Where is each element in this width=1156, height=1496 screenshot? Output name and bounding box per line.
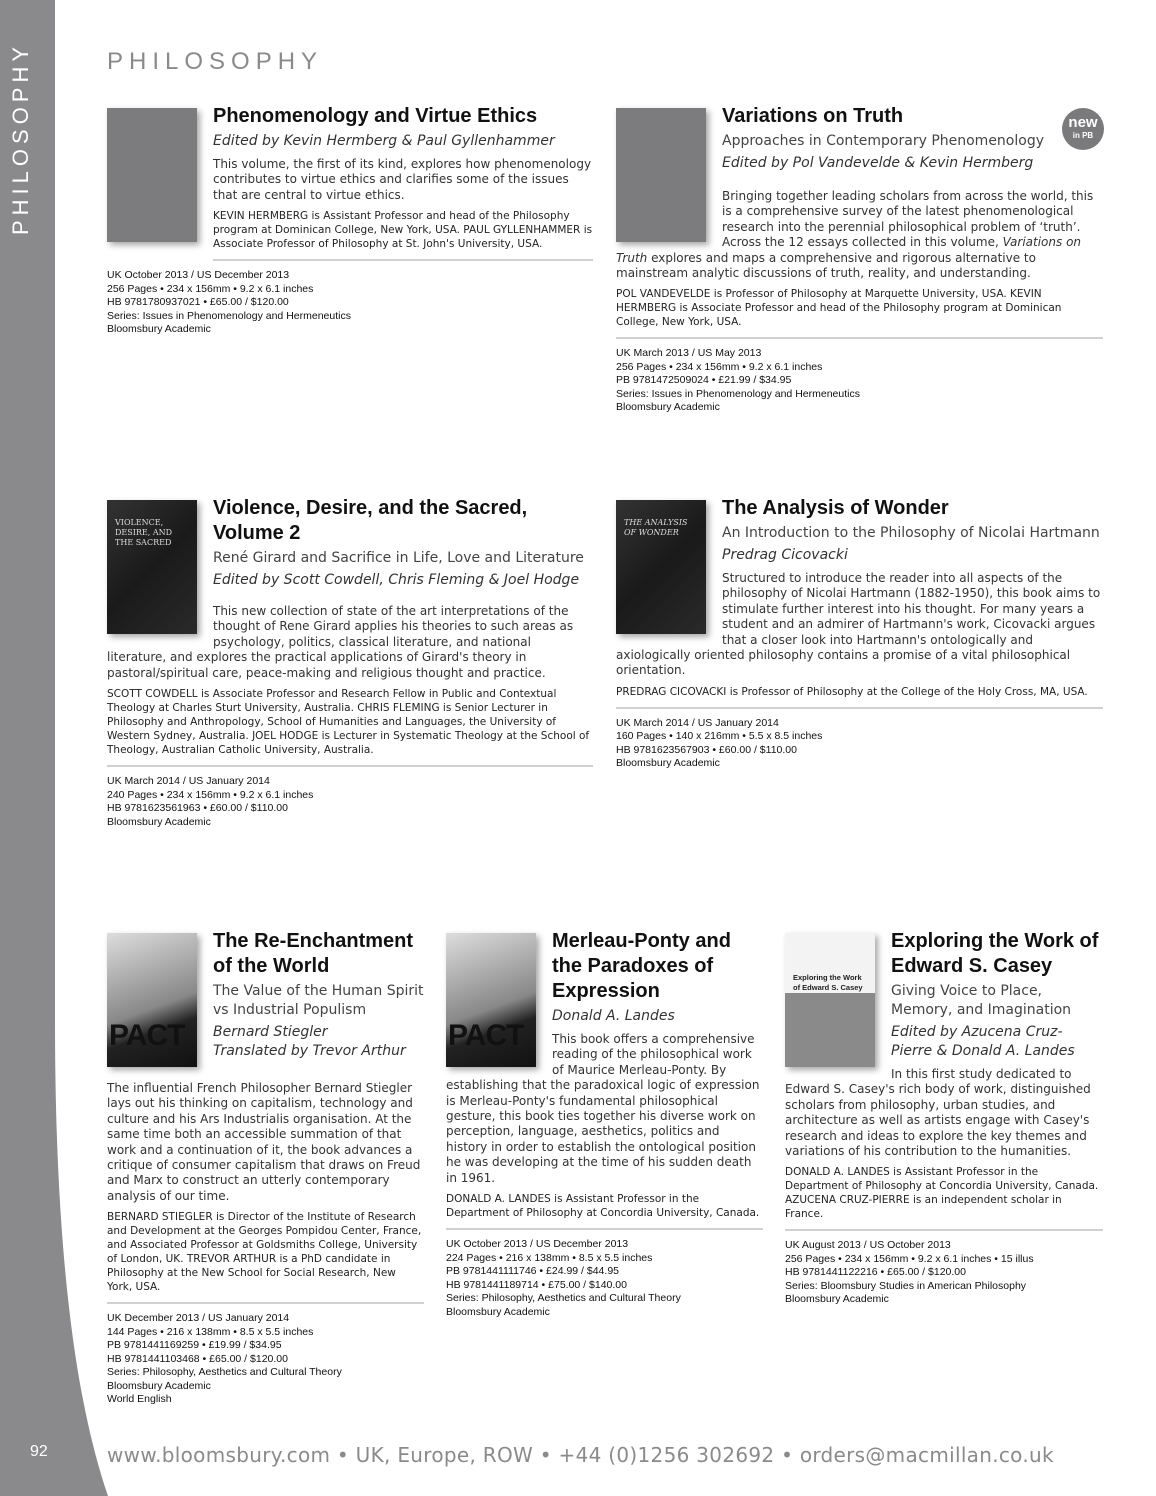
book-author: Edited by Azucena Cruz-Pierre & Donald A. Landes <box>891 1024 1075 1059</box>
divider <box>107 765 593 767</box>
book-meta <box>785 1239 1103 1307</box>
book-entry <box>446 930 763 1319</box>
meta-line: Bloomsbury Academic <box>616 401 720 414</box>
author-bio: POL VANDEVELDE is Professor of Philosophy at Marquette University, USA. KEVIN HERMBERG is Associate Professor and head of the Philosophy program at Dominican College, New York, USA. <box>616 288 1062 329</box>
meta-line: Bloomsbury Academic <box>785 1293 889 1306</box>
book-cover <box>785 933 875 1067</box>
book-subtitle: René Girard and Sacrifice in Life, Love and Literature <box>213 550 584 566</box>
book-meta <box>446 1238 763 1319</box>
book-author: Bernard Stiegler <box>213 1024 328 1040</box>
divider <box>107 1302 424 1304</box>
book-subtitle: Approaches in Contemporary Phenomenology <box>722 133 1044 149</box>
footer-contact: www.bloomsbury.com • UK, Europe, ROW • +44 (0)1256 302692 • orders@macmillan.co.uk <box>107 1443 1054 1467</box>
book-meta <box>616 347 1103 415</box>
meta-line: UK October 2013 / US December 2013 <box>107 269 290 282</box>
book-title: The Re-Enchantment of the World <box>213 930 414 977</box>
meta-line: Bloomsbury Academic <box>107 815 211 828</box>
book-author: Edited by Kevin Hermberg & Paul Gyllenhammer <box>213 133 555 149</box>
book-title: The Analysis of Wonder <box>722 497 949 519</box>
cover-title: VIOLENCE, DESIRE, AND THE SACRED <box>115 518 173 547</box>
meta-line: UK March 2013 / US May 2013 <box>616 347 762 360</box>
book-title: Violence, Desire, and the Sacred, Volume 2 <box>213 497 528 544</box>
book-cover <box>107 108 197 242</box>
meta-line: UK December 2013 / US January 2014 <box>107 1312 290 1325</box>
meta-line: World English <box>107 1393 172 1406</box>
cover-title: THE ANALYSIS OF WONDER <box>624 518 688 537</box>
book-cover <box>616 108 706 242</box>
book-subtitle: Giving Voice to Place, Memory, and Imagination <box>891 983 1072 1018</box>
meta-line: HB 9781623561963 • £60.00 / $110.00 <box>107 802 288 815</box>
meta-line: Series: Issues in Phenomenology and Hermeneutics <box>107 309 351 322</box>
book-cover <box>107 933 197 1067</box>
meta-line: PB 9781472509024 • £21.99 / $34.95 <box>616 374 792 387</box>
badge-line1: new <box>1068 114 1098 131</box>
book-subtitle: The Value of the Human Spirit vs Industrial Populism <box>213 983 424 1018</box>
divider <box>446 1228 763 1230</box>
book-meta <box>616 717 1103 771</box>
description-text: explores and maps a comprehensive and rigorous alternative to mainstream analytic discussions of truth, reality, and understanding. <box>616 250 1036 281</box>
book-entry <box>107 930 424 1407</box>
sidebar-section-label: PHILOSOPHY <box>8 41 33 235</box>
meta-line: PB 9781441169259 • £19.99 / $34.95 <box>107 1339 282 1352</box>
meta-line: HB 9781780937021 • £65.00 / $120.00 <box>107 296 289 309</box>
book-entry <box>107 105 593 337</box>
book-entry <box>107 497 593 829</box>
book-author: Predrag Cicovacki <box>722 547 848 563</box>
book-translator: Translated by Trevor Arthur <box>213 1043 406 1059</box>
book-description: This new collection of state of the art interpretations of the thought of Rene Girard applies his theories to such areas as psychology, politics, classical literature, and national literature, and explores the practical applications of Girard's theory in pastoral/spiritual care, peace-making and religious thought and practice. <box>107 604 574 680</box>
meta-line: Series: Issues in Phenomenology and Hermeneutics <box>616 387 860 400</box>
book-meta <box>107 1312 424 1407</box>
page-number: 92 <box>30 1443 48 1460</box>
description-italic-title: Variations on Truth <box>616 235 1082 265</box>
meta-line: 256 Pages • 234 x 156mm • 9.2 x 6.1 inches <box>107 282 314 295</box>
cover-series-logo: PACT <box>448 1019 524 1052</box>
book-title: Exploring the Work of Edward S. Casey <box>891 930 1099 977</box>
divider <box>213 259 593 261</box>
author-bio: KEVIN HERMBERG is Assistant Professor and head of the Philosophy program at Dominican College, New York, USA. PAUL GYLLENHAMMER is Associate Professor of Philosophy at St. John's University, USA. <box>213 210 593 251</box>
book-entry <box>616 105 1103 415</box>
author-bio: DONALD A. LANDES is Assistant Professor in the Department of Philosophy at Concordia University, Canada. <box>446 1193 760 1220</box>
section-heading: PHILOSOPHY <box>107 48 324 75</box>
book-entry <box>785 930 1103 1307</box>
book-description: Structured to introduce the reader into all aspects of the philosophy of Nicolai Hartmann (1882-1950), this book aims to stimulate further interest into his thought. For many years a student and an admirer of Hartmann's work, Cicovacki argues that a closer look into Hartmann's ontologically and axiologically oriented philosophy contains a promise of a vital philosophical orientation. <box>616 571 1101 678</box>
meta-line: Series: Philosophy, Aesthetics and Cultural Theory <box>107 1366 342 1379</box>
author-bio: BERNARD STIEGLER is Director of the Institute of Research and Development at the Georges Pompidou Center, France, and Associated Professor at Goldsmiths College, University of London, UK. TREVOR ARTHUR is a PhD candidate in Philosophy at the New School for Social Research, New York, USA. <box>107 1211 422 1294</box>
meta-line: HB 9781441103468 • £65.00 / $120.00 <box>107 1352 288 1365</box>
meta-line: Bloomsbury Academic <box>107 323 211 336</box>
meta-line: 256 Pages • 234 x 156mm • 9.2 x 6.1 inches • 15 illus <box>785 1252 1034 1265</box>
cover-title: Exploring the Work of Edward S. Casey <box>793 973 863 992</box>
meta-line: Bloomsbury Academic <box>446 1305 550 1318</box>
meta-line: 224 Pages • 216 x 138mm • 8.5 x 5.5 inches <box>446 1251 653 1264</box>
meta-line: UK August 2013 / US October 2013 <box>785 1239 951 1252</box>
meta-line: HB 9781441122216 • £65.00 / $120.00 <box>785 1266 966 1279</box>
book-author: Edited by Pol Vandevelde & Kevin Hermberg <box>722 155 1034 171</box>
meta-line: UK October 2013 / US December 2013 <box>446 1238 629 1251</box>
book-description: This volume, the first of its kind, explores how phenomenology contributes to virtue ethics and clarifies some of the issues that are central to virtue ethics. <box>213 157 592 202</box>
book-cover <box>107 500 197 634</box>
description-text: Bringing together leading scholars from across the world, this is a comprehensive survey of the latest phenomenological research into the perennial philosophical problem of ‘truth’. Across the 12 essays collected in this volume, <box>722 189 1094 250</box>
book-subtitle: An Introduction to the Philosophy of Nicolai Hartmann <box>722 525 1100 541</box>
author-bio: DONALD A. LANDES is Assistant Professor in the Department of Philosophy at Concordia University, Canada. AZUCENA CRUZ-PIERRE is an independent scholar in France. <box>785 1166 1099 1221</box>
book-title: Phenomenology and Virtue Ethics <box>213 105 538 127</box>
book-author: Edited by Scott Cowdell, Chris Fleming & Joel Hodge <box>213 572 580 588</box>
badge-line2: in PB <box>1072 131 1094 140</box>
author-bio: PREDRAG CICOVACKI is Professor of Philosophy at the College of the Holy Cross, MA, USA. <box>616 685 1088 698</box>
divider <box>785 1229 1103 1231</box>
meta-line: HB 9781441189714 • £75.00 / $140.00 <box>446 1278 627 1291</box>
meta-line: UK March 2014 / US January 2014 <box>107 775 270 788</box>
book-title: Variations on Truth <box>722 105 904 127</box>
new-in-paperback-badge <box>1062 108 1104 150</box>
divider <box>616 707 1103 709</box>
cover-series-logo: PACT <box>109 1019 185 1052</box>
meta-line: Bloomsbury Academic <box>107 1379 211 1392</box>
meta-line: 240 Pages • 234 x 156mm • 9.2 x 6.1 inches <box>107 788 314 801</box>
book-description: This book offers a comprehensive reading of the philosophical work of Maurice Merleau-Ponty. By establishing that the paradoxical logic of expression is Merleau-Ponty's fundamental philosophical gesture, this book ties together his diverse work on perception, language, aesthetics, politics and history in order to establish the ontological position he was developing at the time of his sudden death in 1961. <box>446 1032 760 1185</box>
book-author: Donald A. Landes <box>552 1008 675 1024</box>
book-description: In this first study dedicated to Edward S. Casey's rich body of work, distinguished scholars from philosophy, urban studies, and architecture as well as artists engage with Casey's research and ideas to explore the key themes and variations of his contribution to the humanities. <box>785 1067 1091 1159</box>
meta-line: 160 Pages • 140 x 216mm • 5.5 x 8.5 inches <box>616 730 823 743</box>
book-meta <box>107 775 593 829</box>
meta-line: 144 Pages • 216 x 138mm • 8.5 x 5.5 inches <box>107 1325 314 1338</box>
meta-line: Series: Bloomsbury Studies in American Philosophy <box>785 1279 1027 1292</box>
book-entry <box>616 497 1103 771</box>
author-bio: SCOTT COWDELL is Associate Professor and Research Fellow in Public and Contextual Theology at Charles Sturt University, Australia. CHRIS FLEMING is Senior Lecturer in Philosophy and Anthropology, School of Humanities and Languages, the University of Western Sydney, Australia. JOEL HODGE is Lecturer in Systematic Theology at the School of Theology, Australian Catholic University, Australia. <box>107 688 590 757</box>
meta-line: Bloomsbury Academic <box>616 757 720 770</box>
meta-line: UK March 2014 / US January 2014 <box>616 716 779 729</box>
divider <box>616 337 1103 339</box>
book-cover <box>446 933 536 1067</box>
book-description: The influential French Philosopher Bernard Stiegler lays out his thinking on capitalism, technology and culture and his Ars Industrialis organisation. At the same time both an accessible summation of that work and a continuation of it, the book advances a critique of consumer capitalism that draws on Freud and Marx to construct an utterly contemporary analysis of our time. <box>107 1081 421 1203</box>
meta-line: 256 Pages • 234 x 156mm • 9.2 x 6.1 inches <box>616 360 823 373</box>
book-meta <box>107 269 593 337</box>
book-cover <box>616 500 706 634</box>
book-title: Merleau-Ponty and the Paradoxes of Expression <box>552 930 731 1002</box>
meta-line: HB 9781623567903 • £60.00 / $110.00 <box>616 743 797 756</box>
meta-line: PB 9781441111746 • £24.99 / $44.95 <box>446 1265 619 1278</box>
meta-line: Series: Philosophy, Aesthetics and Cultural Theory <box>446 1292 681 1305</box>
